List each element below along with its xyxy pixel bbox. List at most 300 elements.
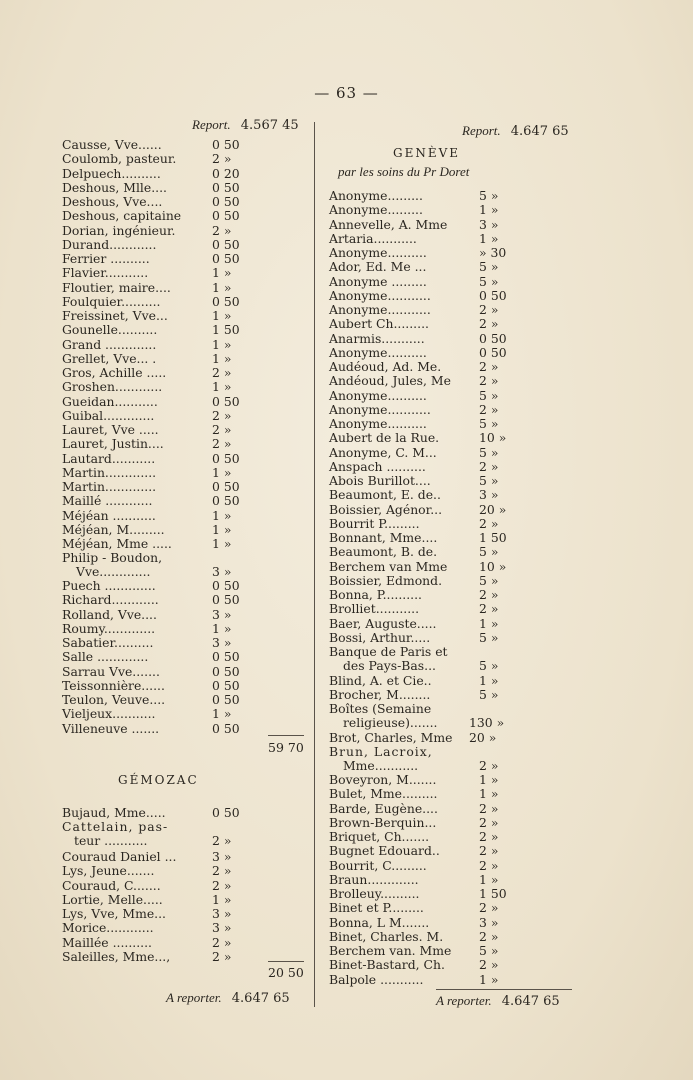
donation-amount: 0 50 xyxy=(212,479,240,494)
donation-amount: 0 50 xyxy=(479,344,507,360)
list-item xyxy=(62,338,302,352)
donor-name: Lys, Vve, Mme... xyxy=(62,906,166,921)
list-item xyxy=(329,773,579,787)
donation-amount: 3 » xyxy=(479,216,499,232)
donor-name: Binet, Charles. M. xyxy=(329,928,444,944)
donation-amount: 1 » xyxy=(479,871,499,887)
donation-amount: 0 50 xyxy=(212,493,240,509)
list-item xyxy=(62,409,302,423)
donor-name: Blind, A. et Cie.. xyxy=(329,673,432,688)
donor-name: Gros, Achille ..... xyxy=(62,365,167,380)
donor-name: Vieljeux........... xyxy=(62,706,156,722)
donation-amount: 2 » xyxy=(212,863,232,879)
donation-amount: 2 » xyxy=(479,458,499,474)
donation-amount: 1 » xyxy=(212,521,232,537)
list-item xyxy=(329,189,579,203)
left-subtotal-rule xyxy=(268,735,304,736)
page-number: — 63 — xyxy=(314,84,379,102)
donor-name: Puech ............. xyxy=(62,578,156,593)
donor-name: Deshous, Vve.... xyxy=(62,194,163,209)
donor-name: Barde, Eugène.... xyxy=(329,800,438,816)
list-item xyxy=(62,893,302,907)
donor-name: Anonyme.......... xyxy=(329,245,427,260)
donor-name: Grand ............. xyxy=(62,336,157,352)
list-item xyxy=(329,403,579,417)
donor-name: Anonyme.......... xyxy=(329,344,427,360)
donation-amount: 0 50 xyxy=(212,251,240,266)
donor-name: Rolland, Vve.... xyxy=(62,606,157,622)
list-item xyxy=(62,579,302,593)
donor-name: Anonyme......... xyxy=(329,188,423,203)
donation-amount: 3 » xyxy=(479,487,499,503)
donor-name: Lortie, Melle..... xyxy=(62,891,163,907)
list-item: Brun, Lacroix, Mme........... 2 » xyxy=(329,744,499,774)
right-footer-rule xyxy=(436,989,572,990)
donor-name: Villeneuve ....... xyxy=(62,720,160,736)
list-item xyxy=(62,395,302,409)
donation-amount: 5 » xyxy=(479,629,499,645)
right-footer-label: A reporter. xyxy=(436,993,492,1008)
donation-amount: 1 » xyxy=(212,265,232,281)
right-donor-list xyxy=(329,189,579,645)
list-item xyxy=(329,460,579,474)
donor-name: Brolliet........... xyxy=(329,601,420,617)
list-item xyxy=(62,936,302,950)
list-item xyxy=(62,252,302,266)
list-item xyxy=(329,958,579,972)
donation-amount: 5 » xyxy=(479,473,499,488)
donor-name: Audéoud, Ad. Me. xyxy=(329,359,442,374)
donation-amount: 1 » xyxy=(212,379,232,395)
donor-name: Anarmis........... xyxy=(329,330,425,346)
donation-amount: 10 » xyxy=(479,430,507,446)
donor-name: Aubert Ch......... xyxy=(329,316,429,332)
donor-name: Beaumont, B. de. xyxy=(329,544,438,560)
donor-name: Anspach .......... xyxy=(329,458,426,474)
right-banque-entry xyxy=(329,645,579,674)
donor-name: Bossi, Arthur..... xyxy=(329,629,431,645)
donor-name: Anonyme, C. M... xyxy=(329,444,437,460)
donor-name: Anonyme........... xyxy=(329,287,431,303)
donor-name: Couraud, C....... xyxy=(62,877,161,893)
donor-name: Maillé ............ xyxy=(62,493,153,509)
list-item xyxy=(329,588,579,602)
donor-name: Berchem van. Mme xyxy=(329,943,452,958)
donation-amount: 2 » xyxy=(479,515,499,531)
donation-amount: 2 » xyxy=(212,151,232,167)
list-item xyxy=(62,650,302,664)
donor-name: Bourrit, C......... xyxy=(329,857,427,873)
list-item xyxy=(329,859,579,873)
donation-amount: 0 50 xyxy=(479,330,507,346)
donor-name: Coulomb, pasteur. xyxy=(62,151,177,167)
donor-name: Floutier, maire.... xyxy=(62,279,171,295)
list-item xyxy=(62,608,302,622)
list-item xyxy=(329,289,579,303)
donor-name: Deshous, capitaine xyxy=(62,208,182,224)
list-item xyxy=(329,389,579,403)
donation-amount: 0 50 xyxy=(212,805,240,820)
donor-name: Brolleuy.......... xyxy=(329,886,420,901)
donor-name: Couraud Daniel ... xyxy=(62,849,177,864)
donation-amount: 2 » xyxy=(479,373,499,389)
list-item xyxy=(329,674,579,688)
donation-amount: 10 » xyxy=(479,558,507,574)
left-report-label: Report. xyxy=(192,117,231,132)
list-item xyxy=(329,446,579,460)
list-item xyxy=(329,503,579,517)
list-item xyxy=(62,480,302,494)
list-item xyxy=(329,973,579,987)
list-item xyxy=(62,722,302,736)
list-item xyxy=(329,488,579,502)
gemozac-cattelain-entry xyxy=(62,820,302,849)
donation-amount: 2 » xyxy=(212,222,232,238)
donor-name: Aubert de la Rue. xyxy=(329,430,440,446)
list-item xyxy=(62,238,302,252)
donor-name: Groshen............ xyxy=(62,379,163,395)
donation-amount: 0 50 xyxy=(212,720,240,736)
donation-amount: 1 50 xyxy=(479,886,507,901)
donor-name: Abois Burillot.... xyxy=(329,473,431,488)
right-report-value: 4.647 65 xyxy=(510,124,569,139)
donor-name: Bugnet Edouard.. xyxy=(329,843,440,859)
donation-amount: 5 » xyxy=(479,273,499,289)
list-item xyxy=(62,167,302,181)
list-item xyxy=(62,665,302,679)
donation-amount: 2 » xyxy=(212,407,232,423)
list-item xyxy=(62,323,302,337)
list-item xyxy=(62,266,302,280)
geneve-heading: GENÈVE xyxy=(393,146,461,160)
donation-amount: 0 50 xyxy=(212,293,240,309)
geneve-subtitle: par les soins du Pr Doret xyxy=(338,164,470,179)
list-item xyxy=(329,218,579,232)
donation-amount: » 30 xyxy=(479,245,507,260)
donor-name: Ferrier .......... xyxy=(62,251,150,266)
list-item xyxy=(62,693,302,707)
donor-name: Bulet, Mme......... xyxy=(329,786,438,802)
donation-amount: 2 » xyxy=(479,587,499,602)
list-item xyxy=(329,545,579,559)
left-subtotal-1: 59 70 xyxy=(268,740,304,755)
donation-amount: 3 » xyxy=(212,635,232,650)
donation-amount: 0 50 xyxy=(212,692,240,707)
donation-amount: 0 50 xyxy=(212,393,240,409)
donation-amount: 1 » xyxy=(212,706,232,722)
list-item xyxy=(62,636,302,650)
donation-amount: 1 » xyxy=(212,279,232,295)
donation-amount: 1 » xyxy=(212,536,232,551)
donor-name: Binet et P......... xyxy=(329,900,424,916)
donation-amount: 0 50 xyxy=(212,236,240,252)
list-item xyxy=(329,275,579,289)
donation-amount: 2 » xyxy=(212,365,232,380)
donation-amount: 2 » xyxy=(212,877,232,893)
donor-name: Binet-Bastard, Ch. xyxy=(329,957,445,973)
donor-name: Richard............ xyxy=(62,592,159,608)
donor-name: Briquet, Ch....... xyxy=(329,829,430,844)
donation-amount: 0 50 xyxy=(212,649,240,665)
list-item xyxy=(329,360,579,374)
donation-amount: 1 » xyxy=(212,308,232,323)
donation-amount: 2 » xyxy=(479,601,499,617)
donation-amount: 5 » xyxy=(479,188,499,203)
list-item xyxy=(329,930,579,944)
donation-amount: 5 » xyxy=(479,259,499,275)
donation-amount: 2 » xyxy=(479,957,499,973)
donation-amount: 2 » xyxy=(479,316,499,332)
donor-name: Brot, Charles, Mme xyxy=(329,730,453,745)
list-item xyxy=(62,138,302,152)
right-donor-list-4 xyxy=(329,773,579,987)
donor-name: Andéoud, Jules, Me xyxy=(329,373,451,389)
donor-name: Bonnant, Mme.... xyxy=(329,530,438,545)
donor-name: Boissier, Agénor... xyxy=(329,501,443,517)
list-item xyxy=(62,281,302,295)
donor-name: Guibal............. xyxy=(62,407,155,423)
list-item xyxy=(329,303,579,317)
donation-amount: 1 50 xyxy=(212,322,240,338)
list-item: Cattelain, pas- teur ........... 2 » xyxy=(62,819,232,849)
list-item xyxy=(329,232,579,246)
list-item xyxy=(62,380,302,394)
list-item xyxy=(329,787,579,801)
donation-amount: 0 50 xyxy=(212,194,240,209)
donor-name: Salle ............. xyxy=(62,649,149,665)
donor-name: Roumy............. xyxy=(62,620,156,636)
donor-name: Delpuech.......... xyxy=(62,165,161,181)
list-item xyxy=(329,317,579,331)
donation-amount: 2 » xyxy=(479,359,499,374)
list-item xyxy=(329,560,579,574)
donor-name: Foulquier.......... xyxy=(62,293,161,309)
donor-name: Gounelle.......... xyxy=(62,322,158,338)
donation-amount: 1 » xyxy=(212,350,232,366)
list-item xyxy=(62,423,302,437)
donor-name: Durand............ xyxy=(62,236,157,252)
donation-amount: 5 » xyxy=(479,416,499,431)
donor-name: Anonyme.......... xyxy=(329,416,427,431)
donation-amount: 0 50 xyxy=(212,578,240,593)
donation-amount: 2 » xyxy=(479,401,499,417)
right-footer-carry xyxy=(436,993,560,1009)
left-donor-list-continued xyxy=(62,579,302,736)
donor-name: Maillée .......... xyxy=(62,934,152,950)
donation-amount: 3 » xyxy=(212,920,232,936)
donor-name: Grellet, Vve... . xyxy=(62,350,157,366)
list-item xyxy=(329,332,579,346)
right-brun-entry xyxy=(329,745,579,774)
list-item xyxy=(62,907,302,921)
list-item xyxy=(329,474,579,488)
list-item xyxy=(62,864,302,878)
left-footer-value: 4.647 65 xyxy=(231,991,290,1006)
list-item xyxy=(62,366,302,380)
donation-amount: 2 » xyxy=(212,934,232,950)
donation-amount: 1 » xyxy=(479,673,499,688)
donation-amount: 3 » xyxy=(212,906,232,921)
list-item xyxy=(62,152,302,166)
list-item: Banque de Paris et des Pays-Bas... 5 » xyxy=(329,644,499,674)
donor-name: Lauret, Vve ..... xyxy=(62,422,159,437)
left-footer-label: A reporter. xyxy=(166,990,222,1005)
list-item xyxy=(62,707,302,721)
donor-name: Bujaud, Mme..... xyxy=(62,805,166,820)
list-item xyxy=(329,944,579,958)
left-subtotal-2: 20 50 xyxy=(268,965,304,980)
list-item xyxy=(62,622,302,636)
left-donor-list xyxy=(62,138,302,551)
list-item xyxy=(62,466,302,480)
donor-name: Balpole ........... xyxy=(329,971,424,987)
list-item xyxy=(62,195,302,209)
donor-name: Lauret, Justin.... xyxy=(62,436,164,452)
donor-name: Anonyme ......... xyxy=(329,273,427,289)
donor-name: Boissier, Edmond. xyxy=(329,572,443,588)
list-item xyxy=(329,574,579,588)
column-divider xyxy=(314,122,315,1007)
donation-amount: 1 » xyxy=(212,891,232,907)
donation-amount: 1 » xyxy=(212,336,232,352)
right-boites-entry xyxy=(329,702,579,731)
list-item xyxy=(62,309,302,323)
donation-amount: 0 50 xyxy=(212,179,240,195)
donor-name: Anonyme.......... xyxy=(329,387,427,403)
donor-name: Morice............ xyxy=(62,920,154,936)
list-item xyxy=(329,916,579,930)
left-report-value: 4.567 45 xyxy=(240,118,299,133)
donor-name: Lys, Jeune....... xyxy=(62,863,155,879)
gemozac-heading: GÉMOZAC xyxy=(118,773,199,787)
donation-amount: 0 50 xyxy=(212,450,240,466)
list-item xyxy=(329,844,579,858)
donation-amount: 1 » xyxy=(479,615,499,631)
list-item xyxy=(62,295,302,309)
donation-amount: 2 » xyxy=(479,302,499,317)
donor-name: Annevelle, A. Mme xyxy=(329,216,448,232)
list-item xyxy=(329,816,579,830)
donation-amount: 1 » xyxy=(479,230,499,246)
donation-amount: 5 » xyxy=(479,544,499,560)
donation-amount: 0 20 xyxy=(212,165,240,181)
donation-amount: 20 » xyxy=(469,730,497,745)
donor-name: Brocher, M........ xyxy=(329,687,431,703)
list-item xyxy=(62,921,302,935)
donor-name: Ador, Ed. Me ... xyxy=(329,259,427,275)
left-subtotal-rule-2 xyxy=(268,961,304,962)
donor-name: Sarrau Vve....... xyxy=(62,663,160,679)
gemozac-list-continued xyxy=(62,850,302,964)
list-item xyxy=(329,517,579,531)
donor-name: Sabatier.......... xyxy=(62,635,154,650)
donor-name: Freissinet, Vve... xyxy=(62,308,168,323)
donation-amount: 2 » xyxy=(479,900,499,916)
donation-amount: 2 » xyxy=(212,436,232,452)
donation-amount: 2 » xyxy=(212,422,232,437)
donor-name: Bonna, L M....... xyxy=(329,914,430,930)
donor-name: Méjéan, M......... xyxy=(62,521,165,537)
donor-name: Berchem van Mme xyxy=(329,558,448,574)
list-item xyxy=(329,873,579,887)
right-donor-list-2 xyxy=(329,674,579,703)
donor-name: Martin............. xyxy=(62,464,157,480)
list-item xyxy=(62,352,302,366)
list-item xyxy=(329,203,579,217)
list-item: Boîtes (Semaine religieuse)....... 130 » xyxy=(329,701,505,731)
donation-amount: 5 » xyxy=(479,687,499,703)
donation-amount: 5 » xyxy=(479,444,499,460)
donor-name: Bourrit P......... xyxy=(329,515,420,531)
donor-name: Boveyron, M....... xyxy=(329,772,437,787)
list-item xyxy=(329,602,579,616)
list-item xyxy=(329,431,579,445)
donation-amount: 5 » xyxy=(479,943,499,958)
list-item xyxy=(62,523,302,537)
donation-amount: 2 » xyxy=(212,948,232,964)
list-item xyxy=(329,802,579,816)
donation-amount: 1 50 xyxy=(479,530,507,545)
donation-amount: 2 » xyxy=(479,829,499,844)
list-item xyxy=(329,417,579,431)
list-item xyxy=(329,631,579,645)
donation-amount: 5 » xyxy=(479,387,499,403)
list-item xyxy=(62,452,302,466)
list-item xyxy=(329,260,579,274)
donor-name: Gueidan........... xyxy=(62,393,158,409)
donor-name: Martin............. xyxy=(62,479,157,494)
donation-amount: 3 » xyxy=(212,849,232,864)
donor-name: Flavier........... xyxy=(62,265,149,281)
donation-amount: 20 » xyxy=(479,501,507,517)
donation-amount: 1 » xyxy=(479,786,499,802)
list-item xyxy=(62,181,302,195)
donor-name: Braun............. xyxy=(329,871,419,887)
donor-name: Méjéan, Mme ..... xyxy=(62,536,172,551)
list-item xyxy=(329,887,579,901)
donation-amount: 1 » xyxy=(479,772,499,787)
list-item xyxy=(62,850,302,864)
donation-amount: 5 » xyxy=(479,572,499,588)
list-item xyxy=(329,531,579,545)
list-item xyxy=(62,593,302,607)
donor-name: Beaumont, E. de.. xyxy=(329,487,441,503)
right-report-label: Report. xyxy=(462,123,501,138)
list-item xyxy=(62,879,302,893)
donor-name: Saleilles, Mme..., xyxy=(62,948,171,964)
donor-name: Méjéan ........... xyxy=(62,507,156,523)
donation-amount: 0 50 xyxy=(212,592,240,608)
list-item xyxy=(329,346,579,360)
right-report-carryover xyxy=(462,123,569,139)
donation-amount: 3 » xyxy=(212,606,232,622)
list-item xyxy=(62,209,302,223)
list-item xyxy=(62,950,302,964)
list-item xyxy=(62,509,302,523)
donor-name: Dorian, ingénieur. xyxy=(62,222,176,238)
donor-name: Lautard........... xyxy=(62,450,156,466)
list-item: Philip - Boudon, Vve............. 3 » xyxy=(62,550,232,580)
donor-name: Anonyme........... xyxy=(329,401,431,417)
donor-name: Causse, Vve...... xyxy=(62,137,162,152)
donation-amount: 0 50 xyxy=(479,287,507,303)
list-item xyxy=(329,617,579,631)
left-philip-entry xyxy=(62,551,302,580)
donor-name: Teissonnière...... xyxy=(62,677,165,693)
donor-name: Brown-Berquin... xyxy=(329,814,437,830)
donation-amount: 0 50 xyxy=(212,208,240,224)
donor-name: Anonyme........... xyxy=(329,302,431,317)
